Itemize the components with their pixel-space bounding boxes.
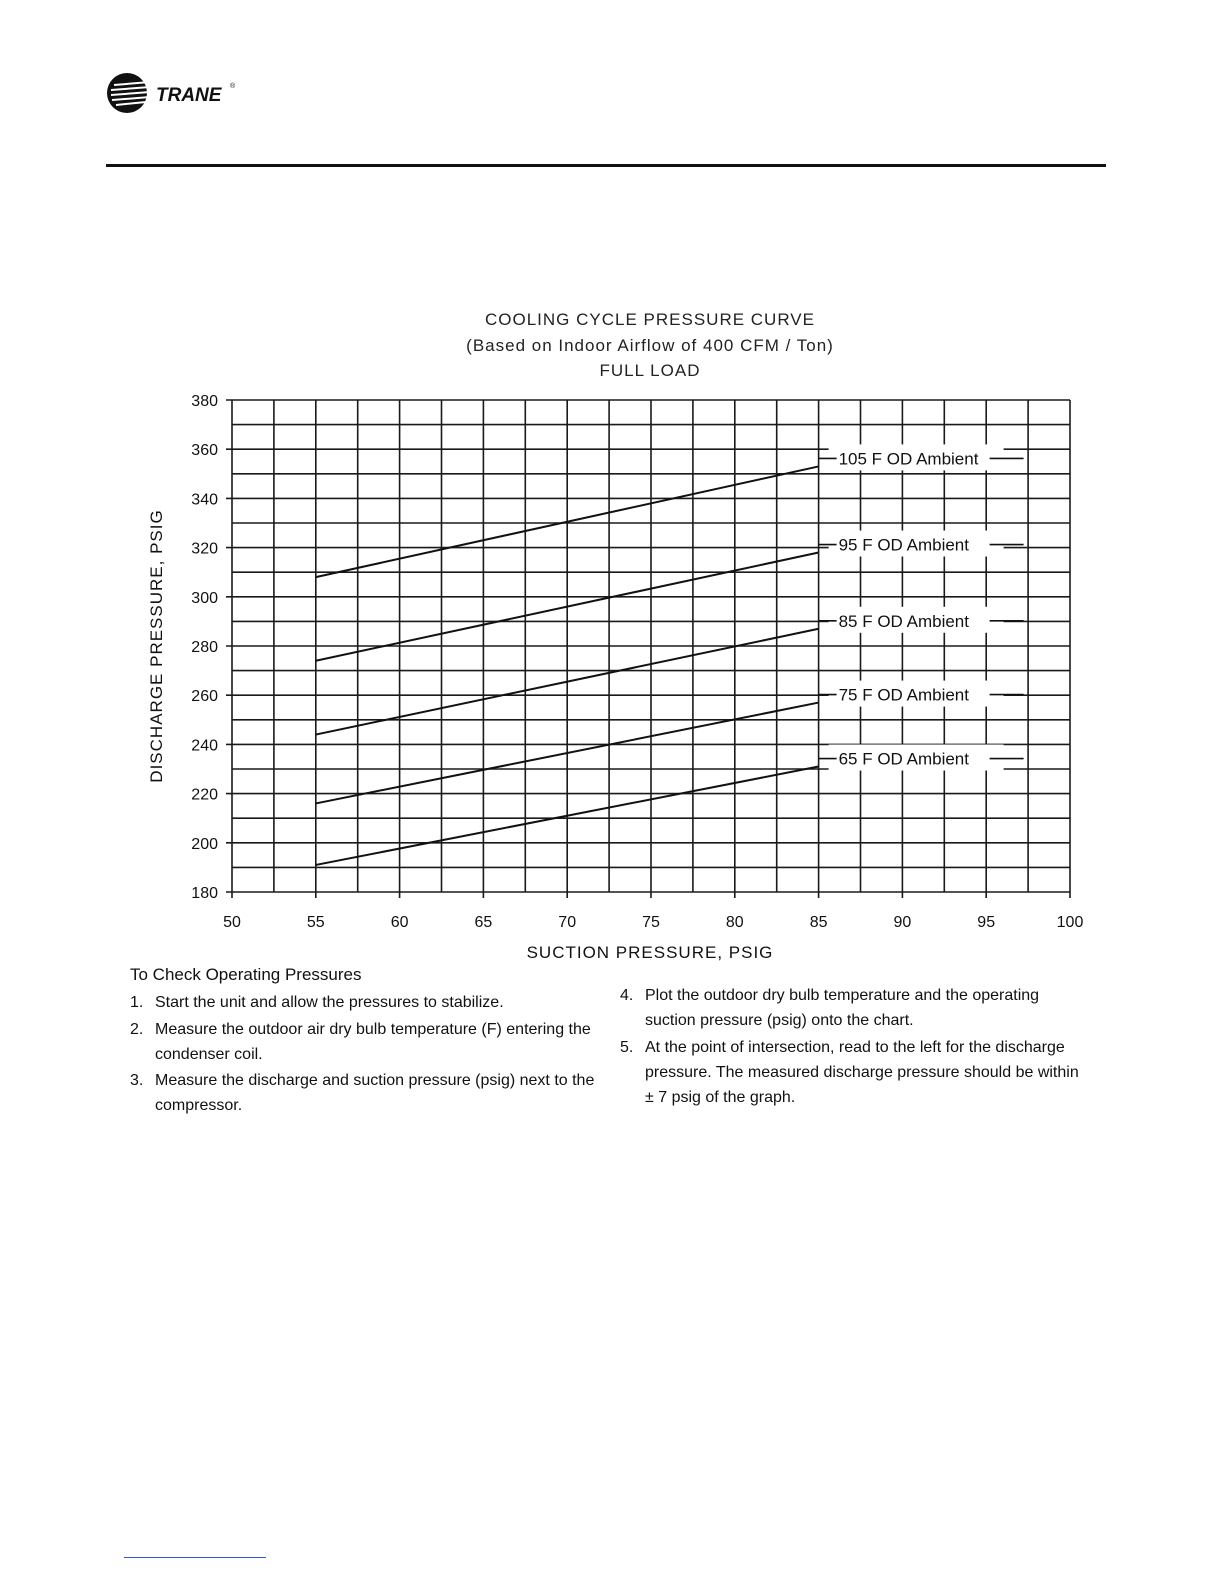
chart-subtitle: (Based on Indoor Airflow of 400 CFM / Ton) bbox=[466, 336, 834, 355]
instruction-step-5 bbox=[620, 1035, 1080, 1110]
x-tick-label: 90 bbox=[893, 914, 912, 931]
y-tick-label: 300 bbox=[191, 589, 218, 607]
x-tick-label: 55 bbox=[306, 914, 325, 931]
instruction-step-3 bbox=[130, 1068, 600, 1118]
y-tick-label: 280 bbox=[191, 639, 218, 656]
footer-link-underline bbox=[124, 1557, 266, 1558]
instructions-heading: To Check Operating Pressures bbox=[130, 965, 362, 984]
step-text: Measure the outdoor air dry bulb temperature (F) entering the condenser coil. bbox=[155, 1021, 591, 1063]
x-tick-label: 95 bbox=[977, 914, 996, 931]
x-tick-label: 60 bbox=[390, 914, 409, 931]
series-label: 105 F OD Ambient bbox=[838, 449, 979, 469]
y-tick-label: 260 bbox=[191, 688, 218, 706]
series-label: 75 F OD Ambient bbox=[838, 685, 969, 705]
y-tick-label: 340 bbox=[191, 491, 218, 509]
chart-subtitle-load: FULL LOAD bbox=[599, 361, 701, 380]
y-tick-label: 320 bbox=[191, 540, 218, 558]
step-text: At the point of intersection, read to the left for the discharge pressure. The measured discharge pressure should be within ± 7 psig of the graph. bbox=[645, 1039, 1079, 1106]
step-text: Plot the outdoor dry bulb temperature and the operating suction pressure (psig) onto the chart. bbox=[645, 987, 1040, 1029]
step-number: 2. bbox=[130, 1021, 144, 1038]
y-axis-label: DISCHARGE PRESSURE, PSIG bbox=[147, 509, 166, 783]
x-tick-label: 65 bbox=[474, 914, 493, 931]
x-tick-label: 50 bbox=[223, 914, 241, 931]
step-text: Start the unit and allow the pressures to stabilize. bbox=[155, 994, 504, 1011]
chart-grid bbox=[226, 400, 1070, 898]
step-number: 3. bbox=[130, 1072, 144, 1089]
step-text: Measure the discharge and suction pressure (psig) next to the compressor. bbox=[155, 1072, 595, 1114]
x-tick-label: 75 bbox=[642, 914, 660, 931]
trane-logo-trademark: ® bbox=[230, 83, 236, 90]
x-tick-label: 85 bbox=[809, 914, 828, 931]
series-label: 65 F OD Ambient bbox=[838, 749, 969, 769]
trane-logo-text: TRANE bbox=[156, 85, 222, 106]
chart-title: COOLING CYCLE PRESSURE CURVE bbox=[485, 310, 815, 329]
series-label: 95 F OD Ambient bbox=[838, 535, 969, 555]
y-tick-label: 180 bbox=[191, 885, 218, 902]
x-tick-label: 70 bbox=[558, 914, 577, 931]
y-tick-label: 380 bbox=[191, 393, 218, 410]
step-number: 4. bbox=[620, 987, 634, 1004]
x-tick-label: 100 bbox=[1056, 914, 1084, 931]
step-number: 1. bbox=[130, 994, 144, 1011]
y-tick-label: 360 bbox=[191, 442, 218, 460]
x-axis-label: SUCTION PRESSURE, PSIG bbox=[526, 943, 774, 962]
series-label: 85 F OD Ambient bbox=[838, 611, 969, 631]
y-tick-label: 240 bbox=[191, 737, 218, 755]
y-tick-label: 200 bbox=[191, 835, 218, 853]
y-tick-label: 220 bbox=[191, 786, 218, 804]
instruction-step-1 bbox=[130, 990, 600, 1015]
instruction-step-2 bbox=[130, 1017, 600, 1067]
x-tick-label: 80 bbox=[725, 914, 744, 931]
instruction-step-4 bbox=[620, 983, 1080, 1033]
step-number: 5. bbox=[620, 1039, 634, 1056]
